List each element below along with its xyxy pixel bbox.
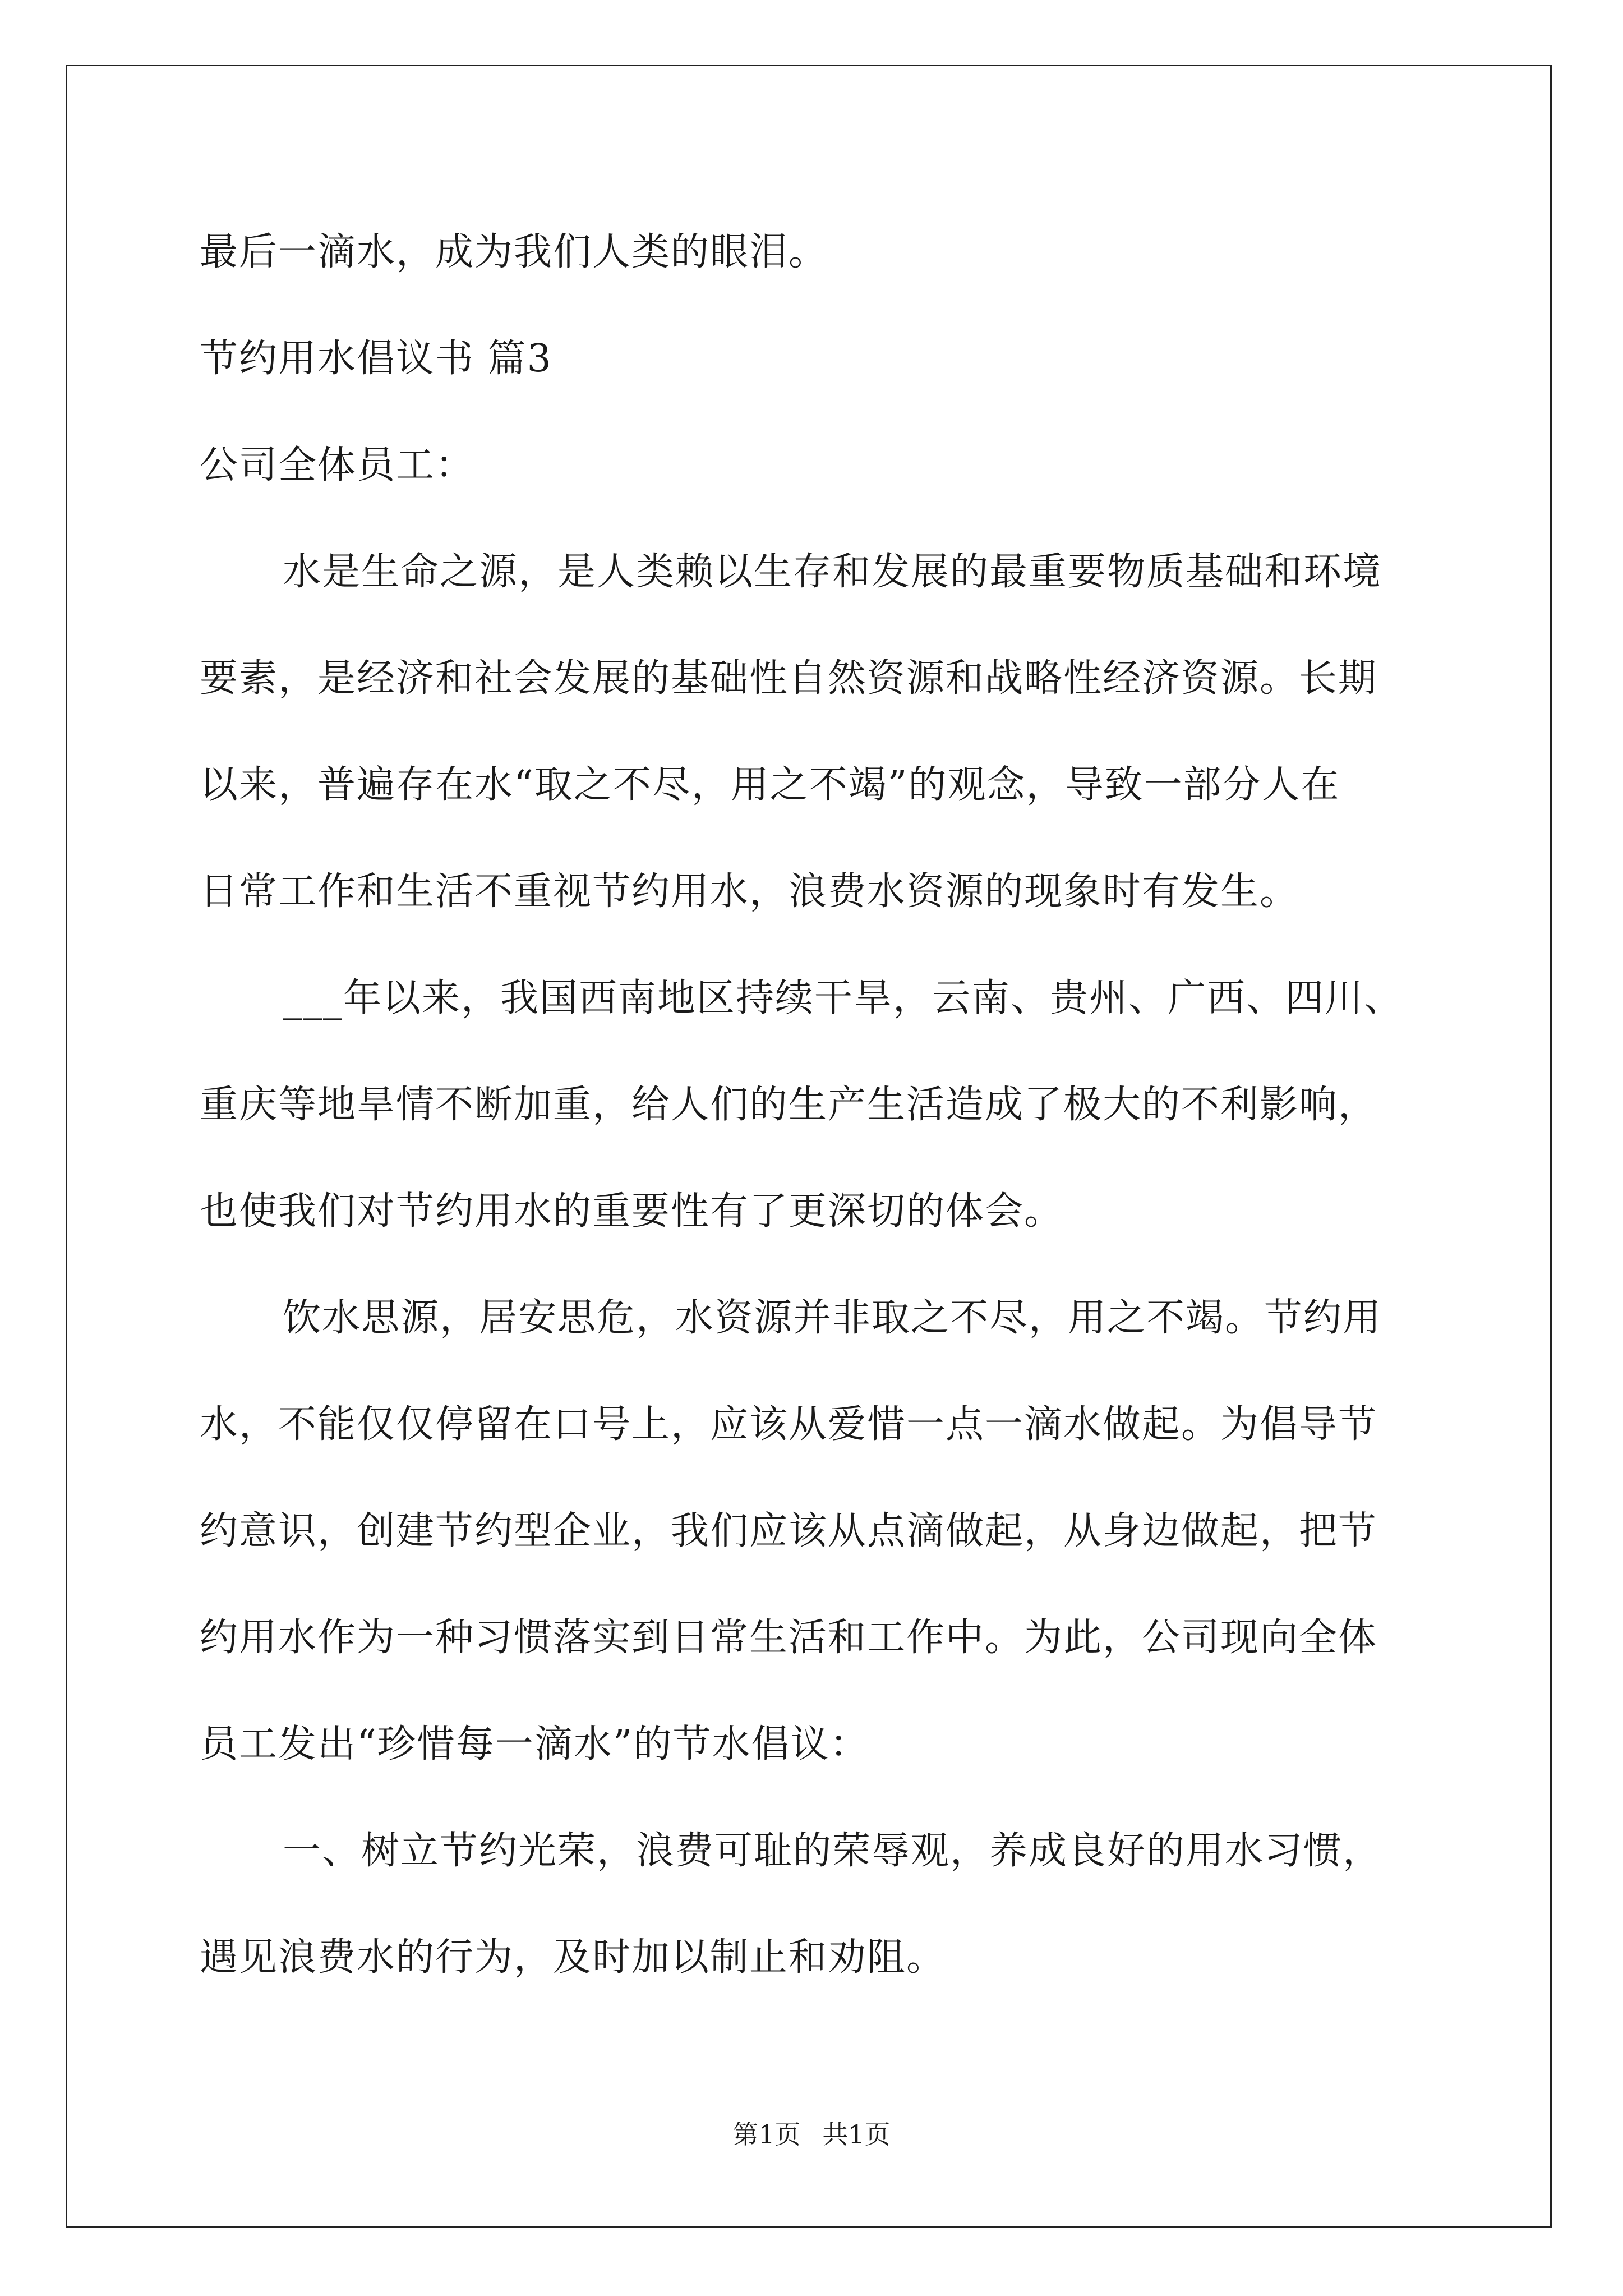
text-line: 也使我们对节约用水的重要性有了更深切的体会。	[200, 1189, 1064, 1234]
text-line: 员工发出“珍惜每一滴水”的节水倡议：	[200, 1722, 869, 1766]
text-line: 要素，是经济和社会发展的基础性自然资源和战略性经济资源。长期	[200, 656, 1378, 701]
document-body	[200, 199, 1445, 2011]
page-footer	[0, 2118, 1623, 2151]
section-heading: 节约用水倡议书 篇3	[200, 337, 552, 381]
text-line: 水，不能仅仅停留在口号上，应该从爱惜一点一滴水做起。为倡导节	[200, 1402, 1378, 1447]
text-line: 水是生命之源，是人类赖以生存和发展的最重要物质基础和环境	[283, 550, 1382, 594]
salutation: 公司全体员工：	[200, 443, 475, 487]
text-line: 约意识，创建节约型企业，我们应该从点滴做起，从身边做起，把节	[200, 1509, 1378, 1553]
text-line: 以来，普遍存在水“取之不尽，用之不竭”的观念，导致一部分人在	[200, 763, 1340, 807]
text-line: 日常工作和生活不重视节约用水，浪费水资源的现象时有发生。	[200, 869, 1299, 914]
text-line: 重庆等地旱情不断加重，给人们的生产生活造成了极大的不利影响，	[200, 1083, 1378, 1127]
text-line: 约用水作为一种习惯落实到日常生活和工作中。为此，公司现向全体	[200, 1616, 1378, 1660]
text-line: 饮水思源，居安思危，水资源并非取之不尽，用之不竭。节约用	[283, 1296, 1382, 1340]
text-line: 遇见浪费水的行为，及时加以制止和劝阻。	[200, 1935, 946, 1980]
text-line: ___年以来，我国西南地区持续干旱，云南、贵州、广西、四川、	[283, 976, 1404, 1020]
text-line: 一、树立节约光荣，浪费可耻的荣辱观，养成良好的用水习惯，	[283, 1829, 1382, 1873]
text-line: 最后一滴水，成为我们人类的眼泪。	[200, 230, 828, 274]
page-number-total: 共1页	[822, 2119, 891, 2150]
page-number-current: 第1页	[732, 2119, 801, 2150]
